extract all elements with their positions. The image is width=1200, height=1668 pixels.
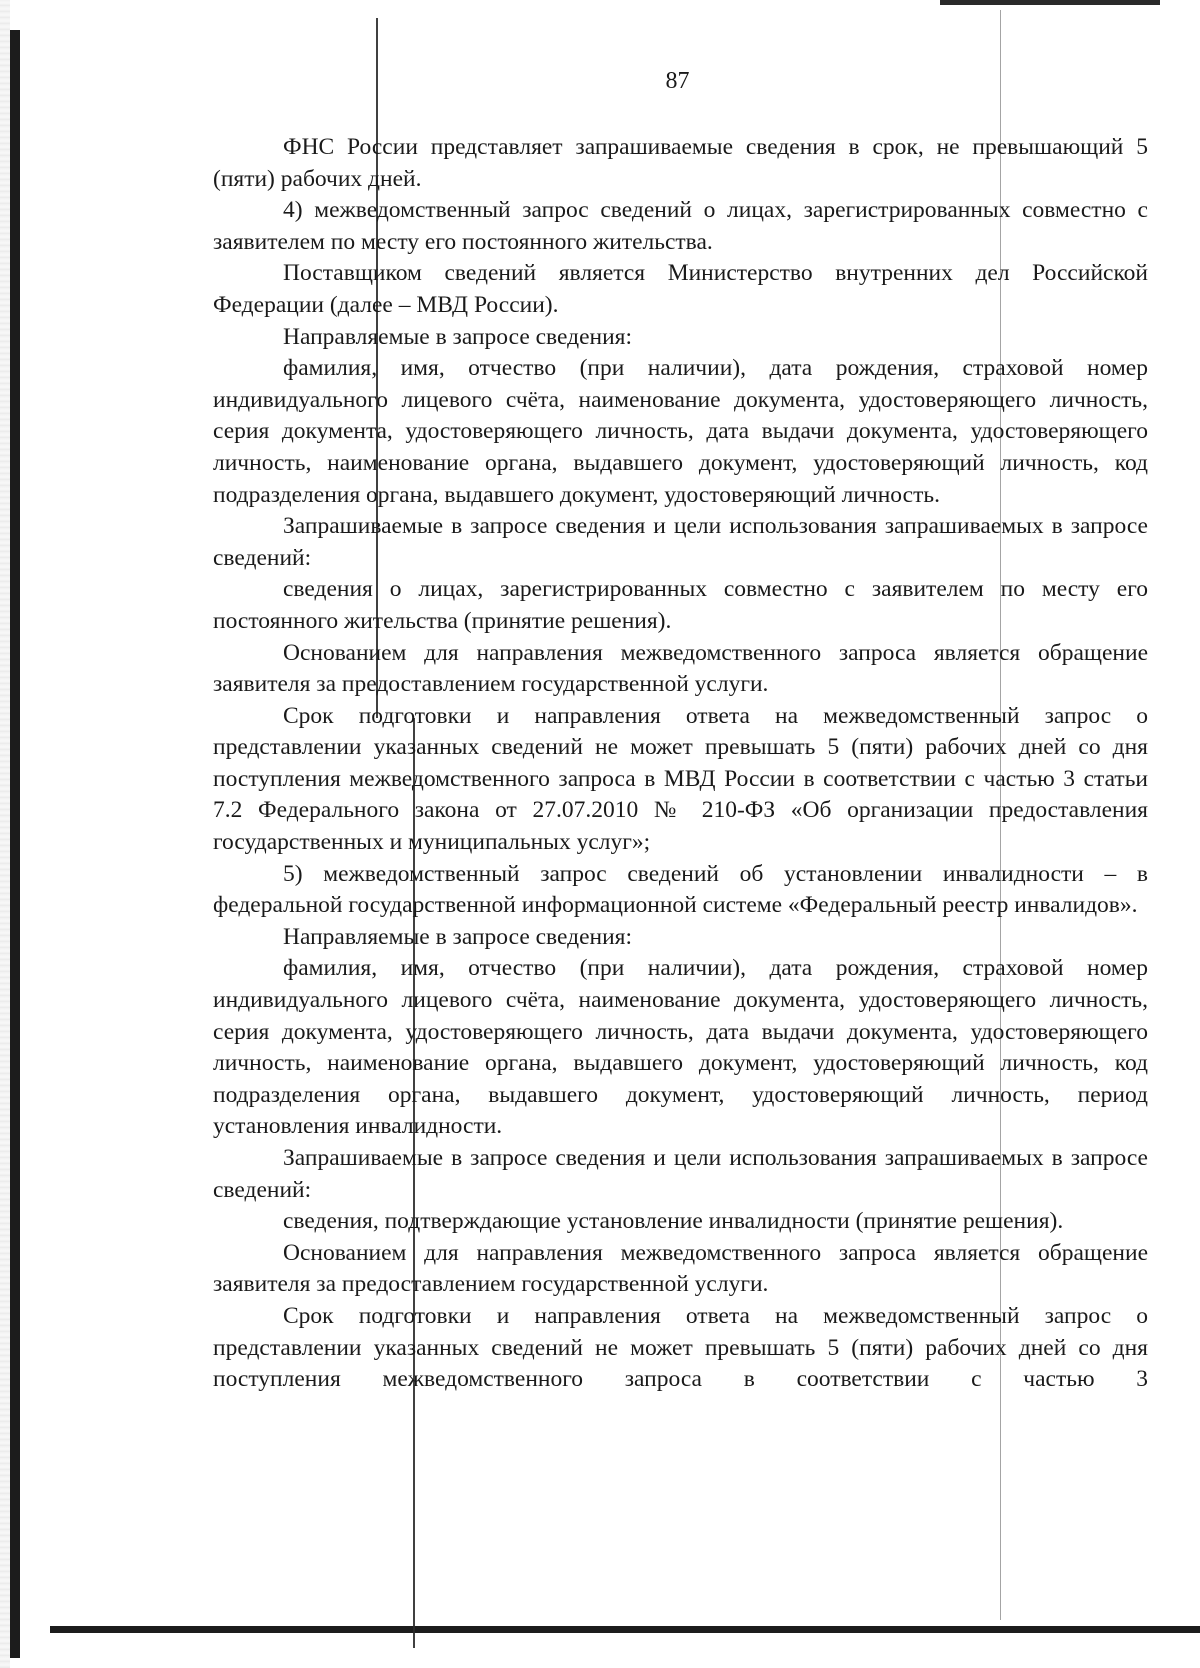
paragraph: сведения о лицах, зарегистрированных совместно с заявителем по месту его постоянного жительства (принятие решения). xyxy=(213,576,1148,634)
paragraph: Поставщиком сведений является Министерство внутренних дел Российской Федерации (далее – МВД России). xyxy=(213,260,1148,318)
scan-edge-noise xyxy=(0,0,10,1668)
paragraph: Направляемые в запросе сведения: xyxy=(283,923,633,950)
scan-left-border xyxy=(10,30,20,1658)
scan-bottom-border xyxy=(50,1626,1200,1633)
paragraph: сведения, подтверждающие установление инвалидности (принятие решения). xyxy=(283,1208,1064,1235)
paragraph: Запрашиваемые в запросе сведения и цели использования запрашиваемых в запросе сведений: xyxy=(213,513,1148,571)
paragraph: ФНС России представляет запрашиваемые сведения в срок, не превышающий 5 (пяти) рабочих дней. xyxy=(213,134,1148,192)
paragraph: фамилия, имя, отчество (при наличии), дата рождения, страховой номер индивидуального лицевого счёта, наименование документа, удостоверяющего личность, серия документа, удостоверяющего личность, дата выдачи документа, удостоверяющего личность, наименование органа, выдавшего документ, удостоверяющий личность, код подразделения органа, выдавшего документ, удостоверяющий личность, период установления инвалидности. xyxy=(213,955,1148,1140)
paragraph: 5) межведомственный запрос сведений об установлении инвалидности – в федеральной государственной информационной системе «Федеральный реестр инвалидов». xyxy=(213,860,1148,919)
paragraph: 4) межведомственный запрос сведений о лицах, зарегистрированных совместно с заявителем по месту его постоянного жительства. xyxy=(213,197,1148,255)
document-body xyxy=(213,132,1148,1396)
paragraph: Запрашиваемые в запросе сведения и цели использования запрашиваемых в запросе сведений: xyxy=(213,1145,1148,1203)
paragraph: Направляемые в запросе сведения: xyxy=(283,323,633,350)
paragraph: Срок подготовки и направления ответа на межведомственный запрос о представлении указанных сведений не может превышать 5 (пяти) рабочих дней со дня поступления межведомственного запроса в соответствии с частью 3 xyxy=(213,1302,1148,1393)
paragraph: фамилия, имя, отчество (при наличии), дата рождения, страховой номер индивидуального лицевого счёта, наименование документа, удостоверяющего личность, серия документа, удостоверяющего личность, дата выдачи документа, удостоверяющего личность, наименование органа, выдавшего документ, удостоверяющий личность, код подразделения органа, выдавшего документ, удостоверяющий личность. xyxy=(213,355,1148,508)
scan-top-border xyxy=(940,0,1160,5)
paragraph: Срок подготовки и направления ответа на межведомственный запрос о представлении указанных сведений не может превышать 5 (пяти) рабочих дней со дня поступления межведомственного запроса в МВД России в соответствии с частью 3 статьи 7.2 Федерального закона от 27.07.2010 № 210-ФЗ «Об организации предоставления государственных и муниципальных услуг»; xyxy=(213,702,1148,856)
page-number: 87 xyxy=(665,68,690,94)
paragraph: Основанием для направления межведомственного запроса является обращение заявителя за предоставлением государственной услуги. xyxy=(213,1239,1148,1298)
paragraph: Основанием для направления межведомственного запроса является обращение заявителя за предоставлением государственной услуги. xyxy=(213,639,1148,698)
